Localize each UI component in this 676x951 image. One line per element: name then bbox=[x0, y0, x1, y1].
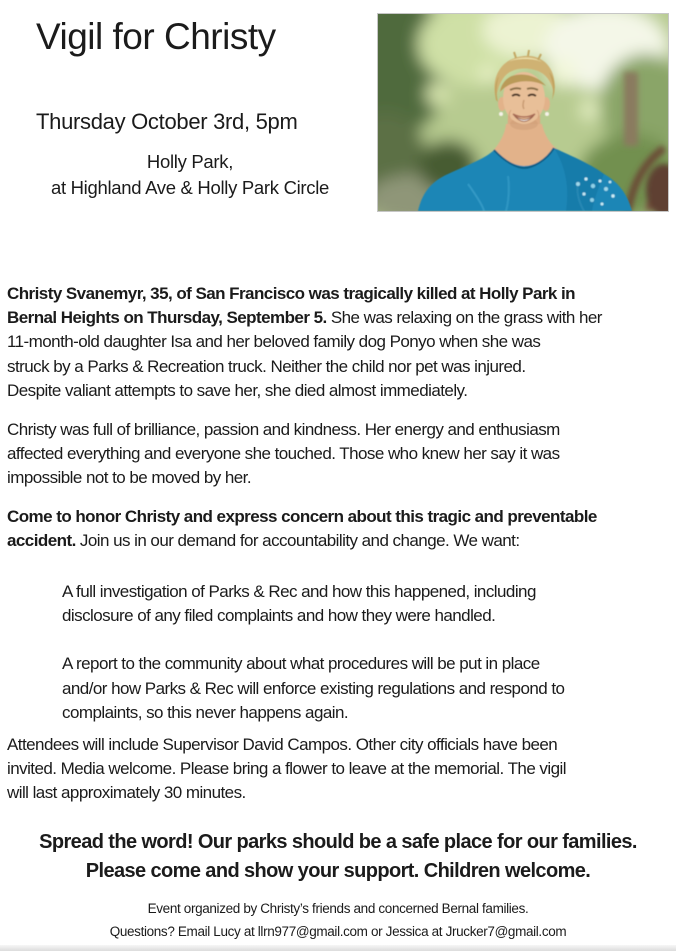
call-to-action-line-1: Spread the word! Our parks should be a safe place for our families. bbox=[39, 831, 637, 853]
footer bbox=[0, 898, 676, 943]
location-line-1: Holly Park, bbox=[146, 151, 234, 172]
text-line: A report to the community about what procedures will be put in place bbox=[62, 654, 540, 674]
text-line: Bernal Heights on Thursday, September 5. She was relaxing on the grass with her bbox=[7, 308, 602, 328]
call-to-action-line-2: Please come and show your support. Children welcome. bbox=[85, 860, 591, 882]
text-line: struck by a Parks & Recreation truck. Neither the child nor pet was injured. bbox=[7, 356, 526, 376]
text-line: Despite valiant attempts to save her, she died almost immediately. bbox=[7, 380, 468, 400]
text-line: complaints, so this never happens again. bbox=[62, 702, 349, 722]
text-line: will last approximately 30 minutes. bbox=[7, 783, 246, 803]
text-line: Christy Svanemyr, 35, of San Francisco was tragically killed at Holly Park in bbox=[7, 284, 576, 303]
text-line: Attendees will include Supervisor David Campos. Other city officials have been bbox=[7, 735, 558, 755]
portrait-photo-illustration bbox=[378, 14, 668, 211]
text-line: affected everything and everyone she touched. Those who knew her say it was bbox=[7, 444, 560, 464]
portrait-photo bbox=[377, 13, 669, 212]
text-line: and/or how Parks & Rec will enforce existing regulations and respond to bbox=[62, 678, 565, 698]
event-datetime: Thursday October 3rd, 5pm bbox=[36, 109, 298, 134]
paragraph bbox=[7, 418, 676, 491]
text-line: impossible not to be moved by her. bbox=[7, 468, 252, 488]
indented-paragraph bbox=[7, 580, 676, 628]
page-title: Vigil for Christy bbox=[36, 16, 276, 57]
footer-organizer-line: Event organized by Christy’s friends and concerned Bernal families. bbox=[147, 901, 529, 916]
paragraph bbox=[7, 505, 676, 553]
call-to-action bbox=[0, 828, 676, 886]
text-line: A full investigation of Parks & Rec and how this happened, including bbox=[62, 582, 536, 602]
text-line: disclosure of any filed complaints and how they were handled. bbox=[62, 606, 496, 626]
page-bottom-band bbox=[0, 945, 676, 951]
text-line: Come to honor Christy and express concern about this tragic and preventable bbox=[7, 506, 597, 526]
paragraph bbox=[7, 733, 676, 806]
text-line: Christy was full of brilliance, passion and kindness. Her energy and enthusiasm bbox=[7, 420, 560, 440]
footer-contact-line: Questions? Email Lucy at llrn977@gmail.com or Jessica at Jrucker7@gmail.com bbox=[109, 923, 567, 939]
indented-paragraph bbox=[7, 652, 676, 725]
text-line: 11-month-old daughter Isa and her beloved family dog Ponyo when she was bbox=[7, 332, 541, 352]
event-location bbox=[0, 149, 380, 200]
text-line: accident. Join us in our demand for accountability and change. We want: bbox=[7, 530, 520, 550]
location-line-2: at Highland Ave & Holly Park Circle bbox=[50, 176, 330, 198]
body-paragraphs bbox=[7, 282, 676, 806]
paragraph bbox=[7, 282, 676, 403]
text-line: invited. Media welcome. Please bring a flower to leave at the memorial. The vigil bbox=[7, 759, 566, 779]
